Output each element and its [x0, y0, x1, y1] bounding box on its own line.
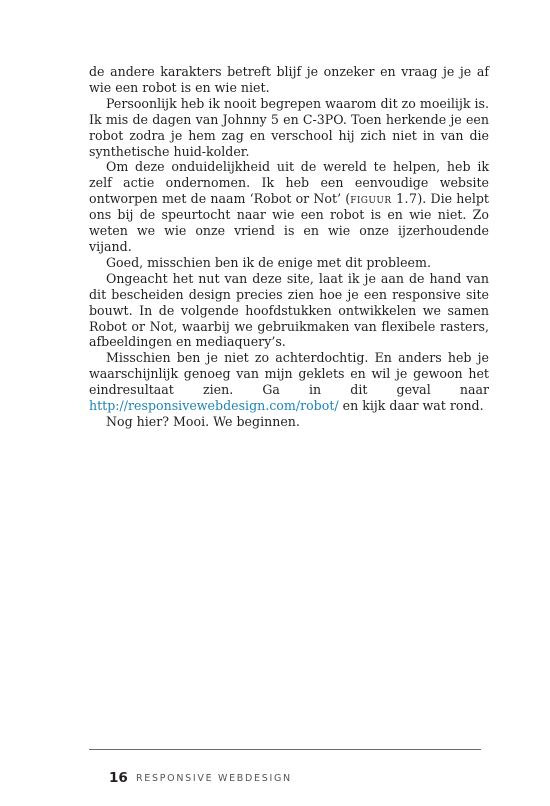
paragraph-1-text: de andere karakters betreft blijf je onzeker en vraag je je af wie een robot is en wie niet.: [89, 64, 489, 95]
paragraph-6-text-start: Misschien ben je niet zo achterdochtig. En anders heb je waarschijnlijk genoeg van mijn geklets en wil je gewoon het eindresultaat zien. Ga in dit geval naar: [89, 350, 489, 398]
paragraph-3: [89, 159, 489, 254]
paragraph-3-text-end: ). Die helpt ons bij de speurtocht naar wie een robot is en wie niet. Zo weten we wie onze vriend is en wie onze ijzerhoudende vijand.: [89, 191, 489, 254]
paragraph-6-text-end: en kijk daar wat rond.: [338, 398, 484, 414]
running-head: RESPONSIVE WEBDESIGN: [136, 773, 292, 784]
paragraph-3-text-start: Om deze onduidelijkheid uit de wereld te helpen, heb ik zelf actie ondernomen. Ik heb een eenvoudige website ontworpen met de naam ‘Robot or Not’ (: [89, 159, 489, 207]
body-text: [89, 64, 489, 430]
paragraph-7-text: Nog hier? Mooi. We beginnen.: [106, 413, 300, 429]
paragraph-5: [89, 271, 489, 351]
paragraph-4-text: Goed, misschien ben ik de enige met dit probleem.: [106, 254, 431, 270]
paragraph-4: [89, 255, 489, 271]
paragraph-2: [89, 96, 489, 160]
paragraph-2-text: Persoonlijk heb ik nooit begrepen waarom dit zo moeilijk is. Ik mis de dagen van Johnny 5 en C-3PO. Toen herkende je een robot zodra je hem zag en verschool hij zich niet in van die synthetische huid-kolder.: [89, 95, 489, 159]
page-number: 16: [109, 770, 128, 786]
paragraph-5-text: Ongeacht het nut van deze site, laat ik je aan de hand van dit bescheiden design precies zien hoe je een responsive site bouwt. In de volgende hoofdstukken ontwikkelen we samen Robot or Not, waarbij we gebruikmaken van flexibele rasters, afbeeldingen en mediaquery’s.: [89, 270, 489, 350]
footer-divider: [89, 749, 481, 750]
robot-url-link[interactable]: http://responsivewebdesign.com/robot/: [89, 398, 339, 414]
paragraph-7: [89, 414, 489, 430]
figure-reference: figuur 1.7: [350, 191, 418, 207]
paragraph-1: [89, 64, 489, 96]
paragraph-6: [89, 350, 489, 414]
